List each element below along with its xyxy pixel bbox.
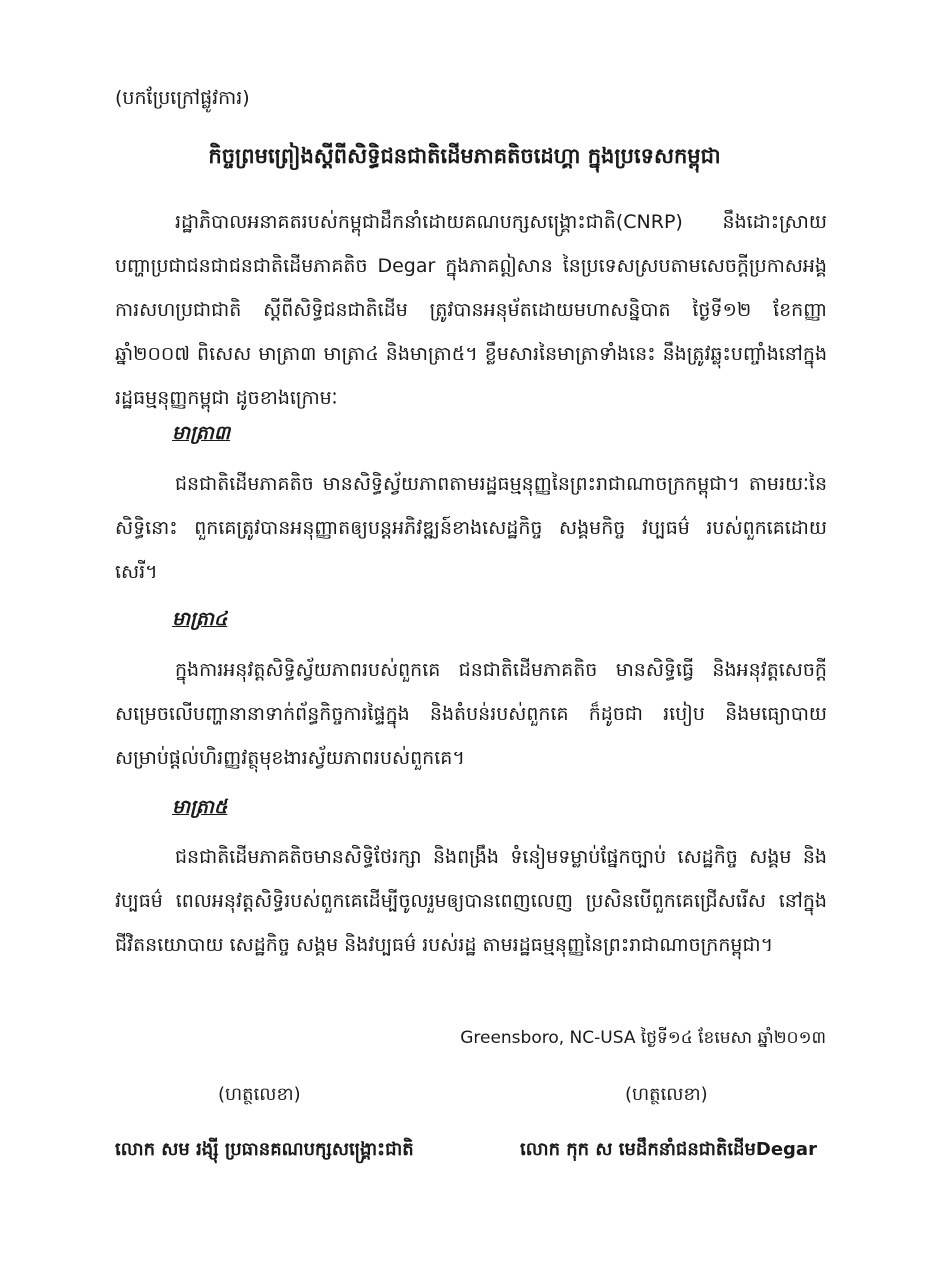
unofficial-translation-note: (បកប្រែក្រៅផ្លូវការ) (115, 87, 250, 109)
right-signatory-name: លោក កុក ស មេដឹកនាំជនជាតិដើមDegar (520, 1139, 817, 1160)
article-3-heading: មាត្រា៣ (172, 422, 231, 444)
left-signatory-name: លោក សម រង្ស៊ី ប្រធានគណបក្សសង្គ្រោះជាតិ (115, 1139, 414, 1160)
left-signature-label: (ហត្ថលេខា) (218, 1084, 301, 1105)
document-title: កិច្ចព្រមព្រៀងស្តីពីសិទ្ធិជនជាតិដើមភាគតិចដេហ្គា ក្នុងប្រទេសកម្ពុជា (208, 144, 721, 168)
place-date-line: Greensboro, NC-USA ថ្ងៃទី១៤ ខែមេសា ឆ្នាំ២០១៣ (460, 1028, 826, 1048)
article-3-text: ជនជាតិដើមភាគតិច មានសិទ្ធិស្វ័យភាពតាមរដ្ឋធម្មនុញ្ញនៃព្រះរាជាណាចក្រកម្ពុជា។ តាមរយៈនៃសិទ្ធិនោះ ពួកគេត្រូវបានអនុញ្ញាតឲ្យបន្តអភិវឌ្ឍន៍ខាងសេដ្ឋកិច្ច សង្គមកិច្ច វប្បធម៌ របស់ពួកគេដោយសេរី។ (115, 473, 827, 583)
article-5-text: ជនជាតិដើមភាគតិចមានសិទ្ធិថែរក្សា និងពង្រឹង ទំនៀមទម្លាប់ផ្នែកច្បាប់ សេដ្ឋកិច្ច សង្គម និងវប្បធម៌ ពេលអនុវត្តសិទ្ធិរបស់ពួកគេដើម្បីចូលរួមឲ្យបានពេញលេញ ប្រសិនបើពួកគេជ្រើសរើស នៅក្នុងជីវិតនយោបាយ សេដ្ឋកិច្ច សង្គម និងវប្បធម៌ របស់រដ្ឋ តាមរដ្ឋធម្មនុញ្ញនៃព្រះរាជាណាចក្រកម្ពុជា។ (115, 846, 827, 956)
article-4-text: ក្នុងការអនុវត្តសិទ្ធិស្វ័យភាពរបស់ពួកគេ ជនជាតិដើមភាគតិច មានសិទ្ធិធ្វើ និងអនុវត្តសេចក្តីសម្រេចលើបញ្ហានានាទាក់ព័ន្ធកិច្ចការផ្ទៃក្នុង និងតំបន់របស់ពួកគេ ក៏ដូចជា របៀប និងមធ្យោបាយ សម្រាប់ផ្តល់ហិរញ្ញវត្ថុមុខងារស្វ័យភាពរបស់ពួកគេ។ (115, 659, 827, 769)
article-5-heading: មាត្រា៥ (172, 796, 228, 818)
intro-paragraph: រដ្ឋាភិបាលអនាគតរបស់កម្ពុជាដឹកនាំដោយគណបក្សសង្គ្រោះជាតិ(CNRP) នឹងដោះស្រាយបញ្ហាប្រជាជនជាជនជាតិដើមភាគតិច Degar ក្នុងភាគឦសាន នៃប្រទេសស្របតាមសេចក្តីប្រកាសអង្គការសហប្រជាជាតិ ស្តីពីសិទ្ធិជនជាតិដើម ត្រូវបានអនុម័តដោយមហាសន្និបាត ថ្ងៃទី១២ ខែកញ្ញា ឆ្នាំ២០០៧ ពិសេស មាត្រា៣ មាត្រា៤ និងមាត្រា៥។ ខ្លឹមសារនៃមាត្រាទាំងនេះ នឹងត្រូវឆ្លុះបញ្ចាំងនៅក្នុងរដ្ឋធម្មនុញ្ញកម្ពុជា ដូចខាងក្រោមៈ (115, 211, 827, 409)
right-signature-label: (ហត្ថលេខា) (625, 1084, 708, 1105)
article-4-heading: មាត្រា៤ (172, 608, 228, 630)
